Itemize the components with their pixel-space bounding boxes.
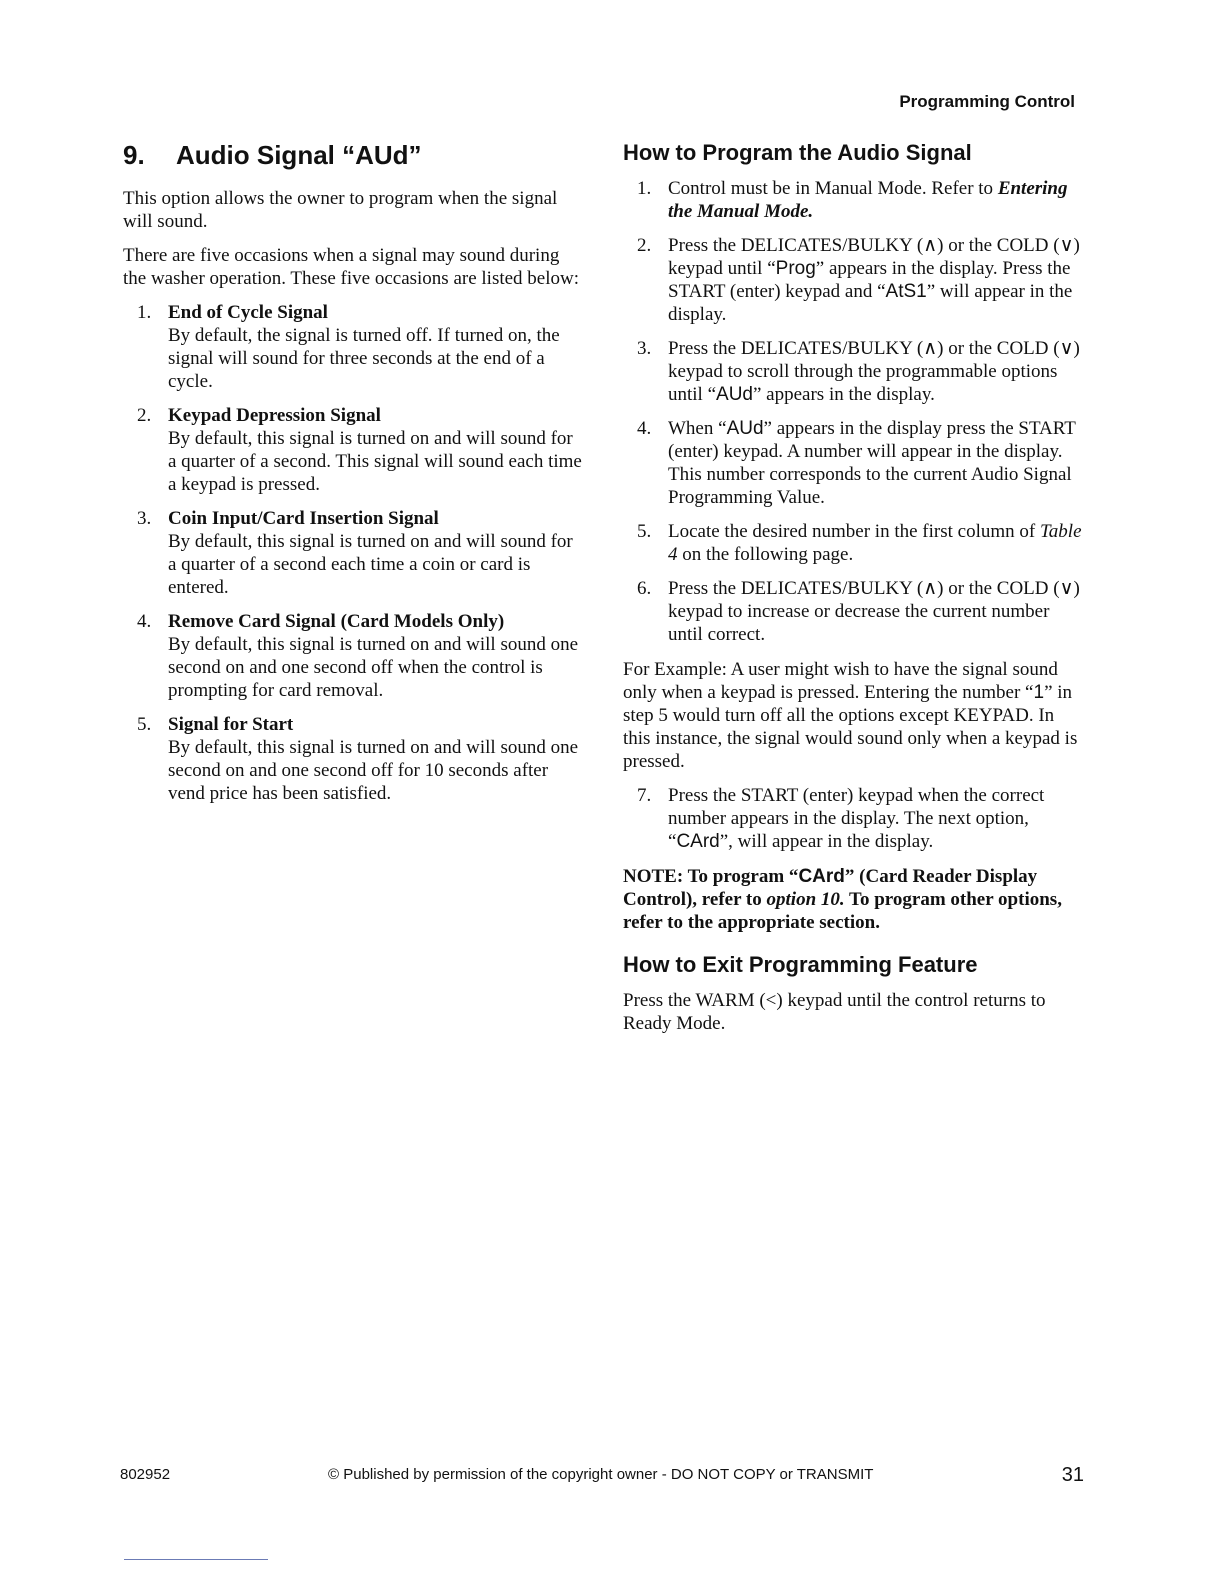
right-column <box>623 140 1083 1046</box>
section-title-text: Audio Signal “AUd” <box>176 140 422 170</box>
example-text: ” in step 5 would turn off all the options except KEYPAD. In this instance, the signal would sound only when a keypad is pressed. <box>623 682 1078 772</box>
step-item <box>623 784 1083 853</box>
item-number: 5. <box>137 714 152 735</box>
step-number: 3. <box>637 338 652 359</box>
item-title: Signal for Start <box>168 714 294 735</box>
step-number: 5. <box>637 521 652 542</box>
page-footer <box>120 1466 1084 1486</box>
step-text: Press the DELICATES/BULKY (∧) or the COLD (∨) keypad to increase or decrease the current number until correct. <box>668 578 1080 645</box>
example-paragraph <box>623 658 1083 773</box>
display-code: CArd <box>798 866 845 887</box>
example-text: For Example: A user might wish to have the signal sound only when a keypad is pressed. Entering the number “ <box>623 659 1058 703</box>
list-item <box>123 713 583 805</box>
item-number: 2. <box>137 405 152 426</box>
step-text: ”, will appear in the display. <box>719 831 934 852</box>
step-list <box>623 177 1083 646</box>
step-text: Control must be in Manual Mode. Refer to <box>668 178 998 199</box>
note-text: NOTE: To program “ <box>623 866 799 887</box>
item-text: By default, this signal is turned on and will sound one second on and one second off when the control is prompting for card removal. <box>168 634 579 701</box>
bottom-rule <box>124 1559 268 1560</box>
list-item <box>123 610 583 702</box>
step-text: ” appears in the display press the START (enter) keypad. A number will appear in the display. This number corresponds to the current Audio Signal Programming Value. <box>668 418 1076 508</box>
document-number: 802952 <box>120 1466 171 1483</box>
item-number: 1. <box>137 302 152 323</box>
step-list-continued <box>623 784 1083 853</box>
step-text: Press the DELICATES/BULKY (∧) or the COLD (∨) keypad to scroll through the programmable options until “ <box>668 338 1080 405</box>
section-title <box>123 140 583 171</box>
item-title: Coin Input/Card Insertion Signal <box>168 508 439 529</box>
display-code: CArd <box>676 831 720 852</box>
display-code: AUd <box>716 384 753 405</box>
step-reference: Entering the Manual Mode <box>668 178 1068 222</box>
step-text: on the following page. <box>677 544 854 565</box>
item-text: By default, the signal is turned off. If turned on, the signal will sound for three seconds at the end of a cycle. <box>168 325 560 392</box>
step-text: . <box>808 201 814 222</box>
step-item <box>623 520 1083 566</box>
copyright-notice: © Published by permission of the copyright owner - DO NOT COPY or TRANSMIT <box>328 1466 874 1483</box>
step-item <box>623 577 1083 646</box>
item-number: 3. <box>137 508 152 529</box>
item-title: Remove Card Signal (Card Models Only) <box>168 611 505 632</box>
intro-paragraph: This option allows the owner to program when the signal will sound. <box>123 188 558 232</box>
note-text: To program other options, refer to the appropriate section. <box>623 889 1062 933</box>
item-title: Keypad Depression Signal <box>168 405 381 426</box>
exit-paragraph: Press the WARM (<) keypad until the control returns to Ready Mode. <box>623 990 1046 1034</box>
step-text: ” appears in the display. Press the START (enter) keypad and “ <box>668 258 1071 302</box>
step-number: 7. <box>637 785 652 806</box>
exit-heading: How to Exit Programming Feature <box>623 952 978 977</box>
item-title: End of Cycle Signal <box>168 302 328 323</box>
step-text: ” will appear in the display. <box>668 281 1073 325</box>
page-number: 31 <box>1061 1464 1084 1486</box>
step-number: 1. <box>637 178 652 199</box>
step-text: Press the START (enter) keypad when the correct number appears in the display. The next option, “ <box>668 785 1045 852</box>
display-code: AUd <box>726 418 764 439</box>
running-header: Programming Control <box>899 92 1075 111</box>
list-item <box>123 301 583 393</box>
intro-paragraph: There are five occasions when a signal may sound during the washer operation. These five occasions are listed below: <box>123 245 580 289</box>
item-text: By default, this signal is turned on and will sound one second on and one second off for 10 seconds after vend price has been satisfied. <box>168 737 579 804</box>
step-text: When “ <box>668 418 727 439</box>
option-reference: option 10. <box>766 889 845 910</box>
list-item <box>123 507 583 599</box>
item-number: 4. <box>137 611 152 632</box>
step-number: 6. <box>637 578 652 599</box>
display-code: 1 <box>1033 682 1045 703</box>
step-number: 2. <box>637 235 652 256</box>
display-code: AtS1 <box>885 281 927 302</box>
step-item <box>623 337 1083 406</box>
note-text: ” (Card Reader Display Control), refer to <box>623 866 1038 910</box>
program-heading: How to Program the Audio Signal <box>623 140 972 165</box>
step-number: 4. <box>637 418 652 439</box>
display-code: Prog <box>775 258 816 279</box>
step-text: Locate the desired number in the first column of <box>668 521 1040 542</box>
step-text: ” appears in the display. <box>753 384 935 405</box>
table-reference: Table 4 <box>668 521 1082 565</box>
step-item <box>623 234 1083 326</box>
step-text: Press the DELICATES/BULKY (∧) or the COLD (∨) keypad until “ <box>668 235 1080 279</box>
section-number: 9. <box>123 140 145 170</box>
item-text: By default, this signal is turned on and will sound for a quarter of a second each time a coin or card is entered. <box>168 531 573 598</box>
left-column <box>123 140 583 817</box>
item-text: By default, this signal is turned on and will sound for a quarter of a second. This signal will sound each time a keypad is pressed. <box>168 428 582 495</box>
list-item <box>123 404 583 496</box>
step-item <box>623 177 1083 223</box>
step-item <box>623 417 1083 509</box>
occasion-list <box>123 301 583 805</box>
note-paragraph <box>623 865 1083 934</box>
